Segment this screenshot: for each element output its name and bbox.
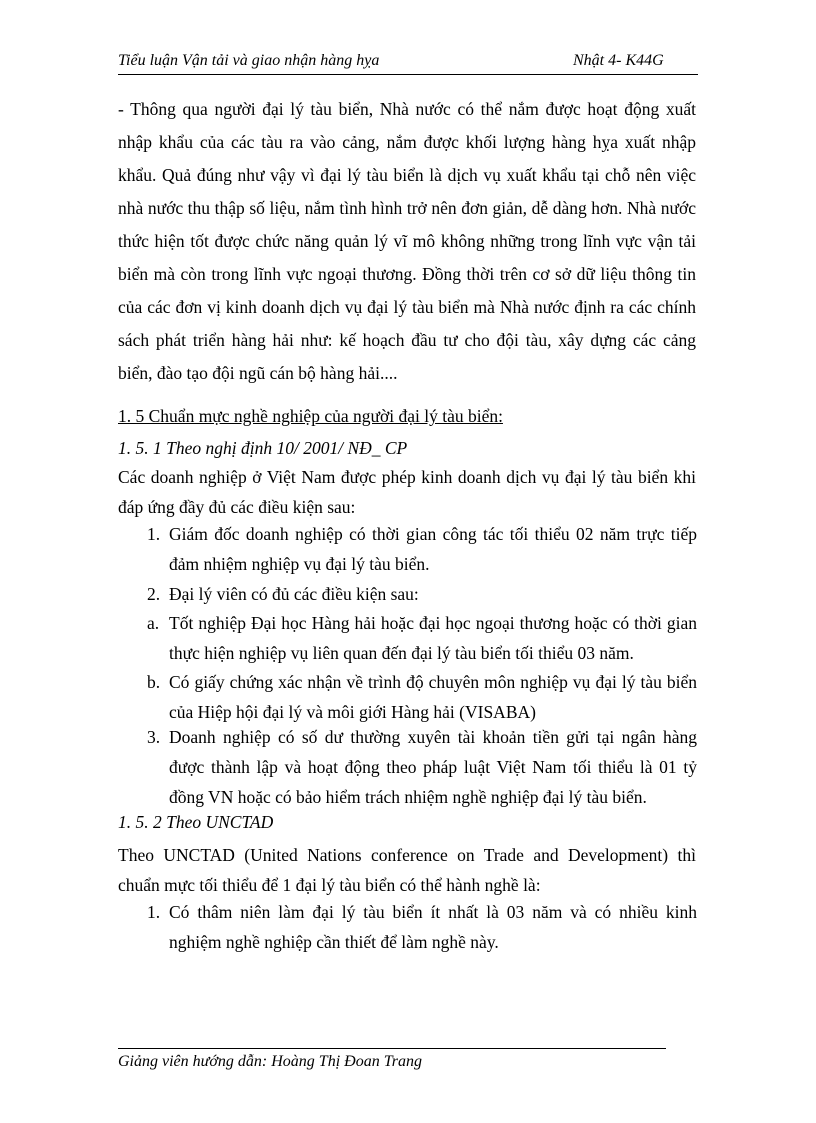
list-item-text: Giám đốc doanh nghiệp có thời gian công tác tối thiểu 02 năm trực tiếp đảm nhiệm nghiệp vụ đại lý tàu biển. [169,524,697,574]
list-item-text: Có giấy chứng xác nhận về trình độ chuyên môn nghiệp vụ đại lý tàu biển của Hiệp hội đại lý và môi giới Hàng hải (VISABA) [169,672,697,722]
list-item-text: Đại lý viên có đủ các điều kiện sau: [169,584,419,604]
list-item-marker: 1. [147,902,161,922]
page-header [118,52,698,74]
subsection-1-5-1-paragraph-block [118,462,696,522]
section-heading-1-5: 1. 5 Chuẩn mực nghề nghiệp của người đại lý tàu biển: [118,406,503,426]
subsection-heading-1-5-2: 1. 5. 2 Theo UNCTAD [118,812,274,832]
header-divider [118,74,698,75]
header-title: Tiểu luận Vận tải và giao nhận hàng hỵa [118,52,380,69]
header-author: Nhật 4- K44G [573,52,664,69]
subsection-1-5-1-paragraph: Các doanh nghiệp ở Việt Nam được phép kinh doanh dịch vụ đại lý tàu biển khi đáp ứng đầy đủ các điều kiện sau: [118,467,696,517]
list-item-marker: 1. [147,524,161,544]
list-item-text: Tốt nghiệp Đại học Hàng hải hoặc đại học ngoại thương hoặc có thời gian thực hiện nghiệp vụ liên quan đến đại lý tàu biển tối thiểu 03 năm. [169,613,697,663]
list-item-marker: 2. [147,584,161,604]
list-item [147,667,697,727]
subsection-1-5-2-paragraph-block [118,840,696,900]
list-item-text: Doanh nghiệp có số dư thường xuyên tài khoản tiền gửi tại ngân hàng được thành lập và hoạt động theo pháp luật Việt Nam tối thiểu là 01 tỷ đồng VN hoặc có bảo hiểm trách nhiệm nghề nghiệp đại lý tàu biển. [169,727,697,807]
footer-divider [118,1048,666,1049]
list-item [147,897,697,957]
list-item-marker: b. [147,672,161,692]
list-item-text: Có thâm niên làm đại lý tàu biển ít nhất là 03 năm và có nhiều kinh nghiệm nghề nghiệp cần thiết để làm nghề này. [169,902,697,952]
subsection-heading-1-5-1: 1. 5. 1 Theo nghị định 10/ 2001/ NĐ_ CP [118,438,408,458]
list-item [147,579,697,609]
list-item-marker: 3. [147,727,161,747]
intro-paragraph-block [118,93,696,390]
subsection-1-5-2-paragraph: Theo UNCTAD (United Nations conference on Trade and Development) thì chuẩn mực tối thiểu để 1 đại lý tàu biển có thể hành nghề là: [118,845,696,895]
list-item-marker: a. [147,613,160,633]
list-item [147,722,697,812]
page-footer: Giảng viên hướng dẫn: Hoàng Thị Đoan Trang [118,1053,422,1070]
list-item [147,608,697,668]
intro-paragraph: - Thông qua người đại lý tàu biển, Nhà nước có thể nắm được hoạt động xuất nhập khẩu của các tàu ra vào cảng, nắm được khối lượng hàng hỵa xuất nhập khẩu. Quả đúng như vậy vì đại lý tàu biển là dịch vụ xuất khẩu tại chỗ nên việc nhà nước thu thập số liệu, nắm tình hình trở nên đơn giản, dễ dàng hơn. Nhà nước thức hiện tốt được chức năng quản lý vĩ mô không những trong lĩnh vực vận tải biển mà còn trong lĩnh vực ngoại thương. Đồng thời trên cơ sở dữ liệu thông tin của các đơn vị kinh doanh dịch vụ đại lý tàu biển mà Nhà nước định ra các chính sách phát triển hàng hải như: kế hoạch đầu tư cho đội tàu, xây dựng các cảng biển, đào tạo đội ngũ cán bộ hàng hải.... [118,99,696,383]
list-item [147,519,697,579]
